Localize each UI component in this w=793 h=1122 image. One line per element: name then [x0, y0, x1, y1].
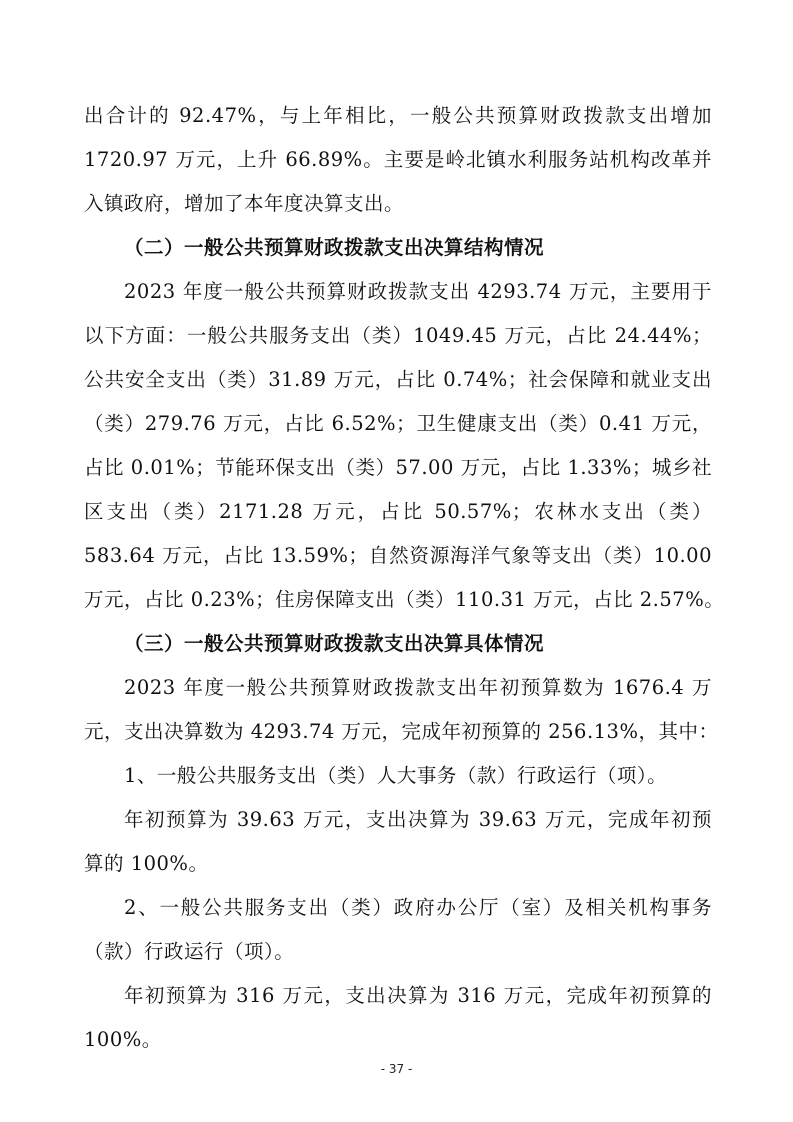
paragraph-line: 算的 100%。	[84, 852, 209, 875]
paragraph-line: 以下方面：一般公共服务支出（类）1049.45 万元，占比 24.44%；	[84, 324, 712, 347]
paragraph-line: 100%。	[84, 1028, 162, 1051]
paragraph-line: 年初预算为 316 万元，支出决算为 316 万元，完成年初预算的	[124, 984, 712, 1007]
paragraph-line: （类）279.76 万元，占比 6.52%；卫生健康支出（类）0.41 万元，	[84, 412, 712, 435]
paragraph-line: 583.64 万元，占比 13.59%；自然资源海洋气象等支出（类）10.00	[84, 544, 712, 567]
paragraph-line: 元，支出决算数为 4293.74 万元，完成年初预算的 256.13%，其中：	[84, 720, 719, 743]
paragraph-line: 入镇政府，增加了本年度决算支出。	[84, 192, 405, 215]
paragraph-line: 区支出（类）2171.28 万元，占比 50.57%；农林水支出（类）	[84, 500, 712, 523]
paragraph-line: 2023 年度一般公共预算财政拨款支出年初预算数为 1676.4 万	[124, 676, 712, 699]
list-item-title: 2、一般公共服务支出（类）政府办公厅（室）及相关机构事务	[124, 896, 712, 919]
paragraph-line: 公共安全支出（类）31.89 万元，占比 0.74%；社会保障和就业支出	[84, 368, 712, 391]
list-item-title: （款）行政运行（项）。	[84, 940, 295, 963]
list-item-title: 1、一般公共服务支出（类）人大事务（款）行政运行（项）。	[124, 764, 668, 787]
paragraph-line: 1720.97 万元，上升 66.89%。主要是岭北镇水利服务站机构改革并	[84, 148, 712, 171]
paragraph-line: 年初预算为 39.63 万元，支出决算为 39.63 万元，完成年初预	[124, 808, 712, 831]
paragraph-line: 出合计的 92.47%，与上年相比，一般公共预算财政拨款支出增加	[84, 104, 712, 127]
paragraph-line: 万元，占比 0.23%；住房保障支出（类）110.31 万元，占比 2.57%。	[84, 588, 725, 611]
paragraph-line: 占比 0.01%；节能环保支出（类）57.00 万元，占比 1.33%；城乡社	[84, 456, 712, 479]
page-number: - 37 -	[380, 1062, 413, 1076]
section-heading-details: （三）一般公共预算财政拨款支出决算具体情况	[124, 632, 545, 655]
paragraph-line: 2023 年度一般公共预算财政拨款支出 4293.74 万元，主要用于	[124, 280, 712, 303]
section-heading-structure: （二）一般公共预算财政拨款支出决算结构情况	[124, 236, 545, 259]
